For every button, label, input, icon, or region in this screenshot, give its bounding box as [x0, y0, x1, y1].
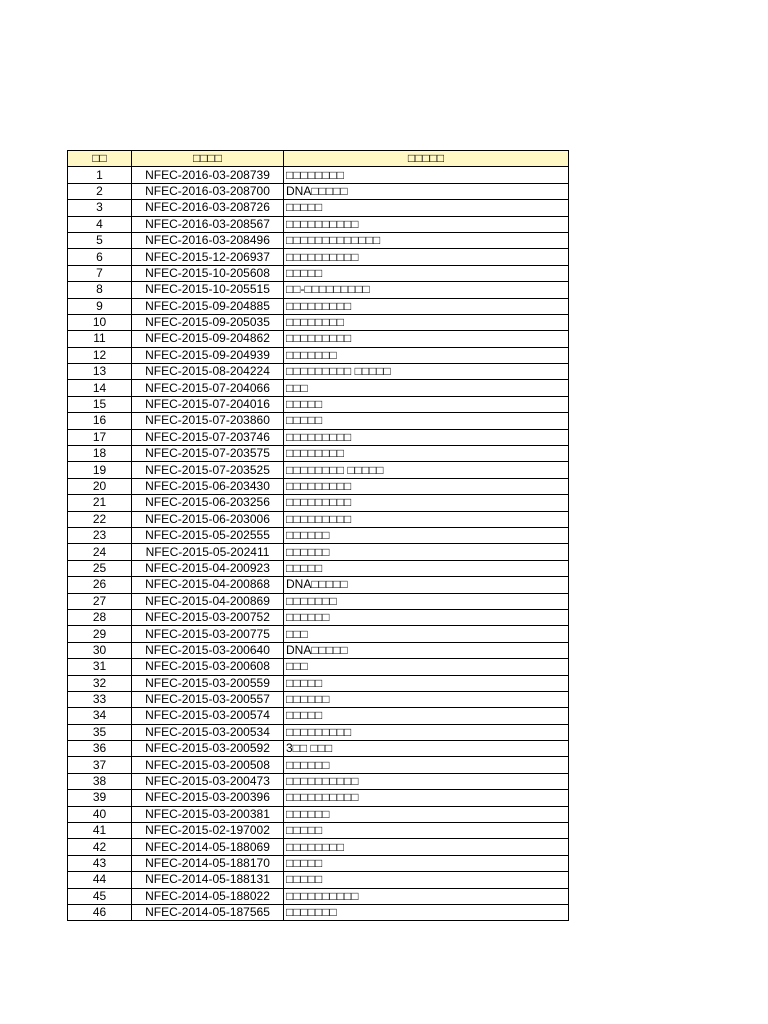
- table-row: [68, 380, 569, 396]
- row-number-cell[interactable]: 19: [68, 462, 132, 478]
- table-row: [68, 691, 569, 707]
- table-row: [68, 724, 569, 740]
- table-row: [68, 331, 569, 347]
- record-id-cell[interactable]: NFEC-2015-05-202411: [132, 544, 284, 560]
- record-id-cell[interactable]: NFEC-2015-03-200557: [132, 691, 284, 707]
- row-number-cell[interactable]: 41: [68, 823, 132, 839]
- table-row: [68, 757, 569, 773]
- row-number-cell[interactable]: 5: [68, 232, 132, 248]
- record-name-cell[interactable]: □□□: [284, 380, 569, 396]
- record-name-cell[interactable]: □□□□□□□: [284, 904, 569, 920]
- record-name-cell[interactable]: □□□: [284, 626, 569, 642]
- record-id-cell[interactable]: NFEC-2015-06-203430: [132, 478, 284, 494]
- table-row: [68, 560, 569, 576]
- record-id-cell[interactable]: NFEC-2015-12-206937: [132, 249, 284, 265]
- record-id-cell[interactable]: NFEC-2015-07-204066: [132, 380, 284, 396]
- record-id-cell[interactable]: NFEC-2015-02-197002: [132, 823, 284, 839]
- row-number-cell[interactable]: 27: [68, 593, 132, 609]
- record-name-cell[interactable]: 3□□ □□□: [284, 741, 569, 757]
- record-name-cell[interactable]: □□□□□□□□□: [284, 298, 569, 314]
- row-number-cell[interactable]: 2: [68, 183, 132, 199]
- row-number-cell[interactable]: 9: [68, 298, 132, 314]
- header-row: [68, 151, 569, 167]
- record-name-cell[interactable]: □□□□□: [284, 265, 569, 281]
- record-name-cell[interactable]: □□□□□□□: [284, 593, 569, 609]
- record-name-cell[interactable]: □□□□□□□: [284, 347, 569, 363]
- table-row: [68, 577, 569, 593]
- row-number-cell[interactable]: 1: [68, 167, 132, 183]
- row-number-cell[interactable]: 43: [68, 855, 132, 871]
- record-id-cell[interactable]: NFEC-2015-03-200752: [132, 609, 284, 625]
- record-name-cell[interactable]: □□□□□□□□□: [284, 495, 569, 511]
- table-row: [68, 741, 569, 757]
- record-id-cell[interactable]: NFEC-2015-03-200396: [132, 790, 284, 806]
- record-name-cell[interactable]: □□□□□: [284, 675, 569, 691]
- record-name-cell[interactable]: DNA□□□□□: [284, 183, 569, 199]
- row-number-cell[interactable]: 20: [68, 478, 132, 494]
- record-id-cell[interactable]: NFEC-2015-09-204885: [132, 298, 284, 314]
- row-number-cell[interactable]: 29: [68, 626, 132, 642]
- row-number-cell[interactable]: 28: [68, 609, 132, 625]
- row-number-cell[interactable]: 23: [68, 527, 132, 543]
- table-body: [68, 167, 569, 921]
- table-row: [68, 396, 569, 412]
- table-row: [68, 314, 569, 330]
- data-table: [67, 150, 569, 921]
- table-row: [68, 462, 569, 478]
- row-number-cell[interactable]: 6: [68, 249, 132, 265]
- record-id-cell[interactable]: NFEC-2015-03-200534: [132, 724, 284, 740]
- record-id-cell[interactable]: NFEC-2015-03-200559: [132, 675, 284, 691]
- record-id-cell[interactable]: NFEC-2016-03-208496: [132, 232, 284, 248]
- row-number-cell[interactable]: 16: [68, 413, 132, 429]
- record-id-cell[interactable]: NFEC-2015-05-202555: [132, 527, 284, 543]
- record-name-cell[interactable]: □□□□□□□□: [284, 314, 569, 330]
- row-number-cell[interactable]: 34: [68, 708, 132, 724]
- table-row: [68, 478, 569, 494]
- row-number-cell[interactable]: 10: [68, 314, 132, 330]
- row-number-cell[interactable]: 4: [68, 216, 132, 232]
- record-id-cell[interactable]: NFEC-2015-04-200923: [132, 560, 284, 576]
- record-name-cell[interactable]: □□□□□: [284, 855, 569, 871]
- record-id-cell[interactable]: NFEC-2015-10-205608: [132, 265, 284, 281]
- record-name-cell[interactable]: □□□□□□: [284, 609, 569, 625]
- record-id-cell[interactable]: NFEC-2015-07-203525: [132, 462, 284, 478]
- record-id-cell[interactable]: NFEC-2016-03-208567: [132, 216, 284, 232]
- row-number-cell[interactable]: 15: [68, 396, 132, 412]
- record-id-cell[interactable]: NFEC-2015-10-205515: [132, 282, 284, 298]
- table-row: [68, 659, 569, 675]
- row-number-cell[interactable]: 14: [68, 380, 132, 396]
- record-name-cell[interactable]: □□□□□□□□: [284, 167, 569, 183]
- record-id-cell[interactable]: NFEC-2015-04-200868: [132, 577, 284, 593]
- record-name-cell[interactable]: □□□□□□: [284, 544, 569, 560]
- row-number-cell[interactable]: 7: [68, 265, 132, 281]
- record-name-cell[interactable]: □□□□□□: [284, 806, 569, 822]
- record-name-cell[interactable]: □□□: [284, 659, 569, 675]
- record-id-cell[interactable]: NFEC-2015-09-205035: [132, 314, 284, 330]
- row-number-cell[interactable]: 12: [68, 347, 132, 363]
- record-id-cell[interactable]: NFEC-2014-05-188170: [132, 855, 284, 871]
- table-row: [68, 183, 569, 199]
- column-header-id[interactable]: □□□□: [132, 151, 284, 167]
- table-row: [68, 216, 569, 232]
- record-name-cell[interactable]: □□□□□□□□□□□□□: [284, 232, 569, 248]
- row-number-cell[interactable]: 18: [68, 446, 132, 462]
- table-row: [68, 527, 569, 543]
- record-name-cell[interactable]: □□□□□: [284, 560, 569, 576]
- record-id-cell[interactable]: NFEC-2015-07-203860: [132, 413, 284, 429]
- record-name-cell[interactable]: □□□□□□□□□□: [284, 216, 569, 232]
- row-number-cell[interactable]: 46: [68, 904, 132, 920]
- record-id-cell[interactable]: NFEC-2015-03-200574: [132, 708, 284, 724]
- record-name-cell[interactable]: □□□□□□□□□□: [284, 790, 569, 806]
- table-row: [68, 790, 569, 806]
- row-number-cell[interactable]: 33: [68, 691, 132, 707]
- row-number-cell[interactable]: 17: [68, 429, 132, 445]
- record-id-cell[interactable]: NFEC-2015-03-200473: [132, 773, 284, 789]
- record-name-cell[interactable]: □□□□□□□□□: [284, 478, 569, 494]
- record-name-cell[interactable]: □□□□□□□□□□: [284, 249, 569, 265]
- row-number-cell[interactable]: 44: [68, 872, 132, 888]
- record-name-cell[interactable]: □□□□□□□□□: [284, 331, 569, 347]
- record-id-cell[interactable]: NFEC-2015-03-200508: [132, 757, 284, 773]
- record-name-cell[interactable]: □□-□□□□□□□□□: [284, 282, 569, 298]
- record-id-cell[interactable]: NFEC-2015-07-203575: [132, 446, 284, 462]
- row-number-cell[interactable]: 42: [68, 839, 132, 855]
- record-id-cell[interactable]: NFEC-2015-03-200775: [132, 626, 284, 642]
- row-number-cell[interactable]: 24: [68, 544, 132, 560]
- record-name-cell[interactable]: □□□□□: [284, 200, 569, 216]
- record-name-cell[interactable]: □□□□□□□□: [284, 839, 569, 855]
- table-row: [68, 200, 569, 216]
- record-id-cell[interactable]: NFEC-2015-03-200592: [132, 741, 284, 757]
- record-id-cell[interactable]: NFEC-2014-05-187565: [132, 904, 284, 920]
- table-row: [68, 839, 569, 855]
- table-row: [68, 265, 569, 281]
- row-number-cell[interactable]: 32: [68, 675, 132, 691]
- table-row: [68, 708, 569, 724]
- table-row: [68, 298, 569, 314]
- record-name-cell[interactable]: □□□□□□□□: [284, 446, 569, 462]
- record-id-cell[interactable]: NFEC-2016-03-208739: [132, 167, 284, 183]
- table-row: [68, 642, 569, 658]
- column-header-name[interactable]: □□□□□: [284, 151, 569, 167]
- record-id-cell[interactable]: NFEC-2015-07-203746: [132, 429, 284, 445]
- table-row: [68, 544, 569, 560]
- record-id-cell[interactable]: NFEC-2015-04-200869: [132, 593, 284, 609]
- table-row: [68, 429, 569, 445]
- record-name-cell[interactable]: □□□□□□□□□: [284, 511, 569, 527]
- record-id-cell[interactable]: NFEC-2015-07-204016: [132, 396, 284, 412]
- row-number-cell[interactable]: 22: [68, 511, 132, 527]
- table-row: [68, 675, 569, 691]
- record-name-cell[interactable]: □□□□□□□□□: [284, 429, 569, 445]
- table-row: [68, 282, 569, 298]
- row-number-cell[interactable]: 35: [68, 724, 132, 740]
- row-number-cell[interactable]: 31: [68, 659, 132, 675]
- table-row: [68, 593, 569, 609]
- record-name-cell[interactable]: □□□□□□□□□□: [284, 773, 569, 789]
- table-row: [68, 232, 569, 248]
- row-number-cell[interactable]: 37: [68, 757, 132, 773]
- record-id-cell[interactable]: NFEC-2015-09-204862: [132, 331, 284, 347]
- table-row: [68, 347, 569, 363]
- record-id-cell[interactable]: NFEC-2015-08-204224: [132, 364, 284, 380]
- record-name-cell[interactable]: □□□□□□: [284, 757, 569, 773]
- record-name-cell[interactable]: □□□□□: [284, 823, 569, 839]
- record-id-cell[interactable]: NFEC-2015-03-200381: [132, 806, 284, 822]
- row-number-cell[interactable]: 25: [68, 560, 132, 576]
- row-number-cell[interactable]: 21: [68, 495, 132, 511]
- record-name-cell[interactable]: □□□□□□□□□□: [284, 888, 569, 904]
- table-row: [68, 364, 569, 380]
- record-id-cell[interactable]: NFEC-2014-05-188131: [132, 872, 284, 888]
- record-name-cell[interactable]: □□□□□□□□□: [284, 724, 569, 740]
- record-id-cell[interactable]: NFEC-2016-03-208726: [132, 200, 284, 216]
- row-number-cell[interactable]: 39: [68, 790, 132, 806]
- record-name-cell[interactable]: □□□□□: [284, 872, 569, 888]
- row-number-cell[interactable]: 26: [68, 577, 132, 593]
- table-row: [68, 773, 569, 789]
- row-number-cell[interactable]: 36: [68, 741, 132, 757]
- record-id-cell[interactable]: NFEC-2016-03-208700: [132, 183, 284, 199]
- record-id-cell[interactable]: NFEC-2015-06-203006: [132, 511, 284, 527]
- table-row: [68, 511, 569, 527]
- row-number-cell[interactable]: 3: [68, 200, 132, 216]
- table-row: [68, 806, 569, 822]
- record-name-cell[interactable]: □□□□□□□□ □□□□□: [284, 462, 569, 478]
- record-name-cell[interactable]: □□□□□□: [284, 527, 569, 543]
- row-number-cell[interactable]: 40: [68, 806, 132, 822]
- record-id-cell[interactable]: NFEC-2014-05-188022: [132, 888, 284, 904]
- table-row: [68, 413, 569, 429]
- record-name-cell[interactable]: □□□□□: [284, 396, 569, 412]
- table-row: [68, 446, 569, 462]
- column-header-number[interactable]: □□: [68, 151, 132, 167]
- table-row: [68, 888, 569, 904]
- table-row: [68, 609, 569, 625]
- row-number-cell[interactable]: 13: [68, 364, 132, 380]
- table-row: [68, 904, 569, 920]
- row-number-cell[interactable]: 8: [68, 282, 132, 298]
- row-number-cell[interactable]: 38: [68, 773, 132, 789]
- record-name-cell[interactable]: □□□□□: [284, 413, 569, 429]
- record-name-cell[interactable]: DNA□□□□□: [284, 642, 569, 658]
- row-number-cell[interactable]: 11: [68, 331, 132, 347]
- table-row: [68, 872, 569, 888]
- table-row: [68, 495, 569, 511]
- record-id-cell[interactable]: NFEC-2015-03-200608: [132, 659, 284, 675]
- table-row: [68, 855, 569, 871]
- record-name-cell[interactable]: □□□□□: [284, 708, 569, 724]
- record-name-cell[interactable]: □□□□□□: [284, 691, 569, 707]
- row-number-cell[interactable]: 30: [68, 642, 132, 658]
- record-id-cell[interactable]: NFEC-2015-06-203256: [132, 495, 284, 511]
- row-number-cell[interactable]: 45: [68, 888, 132, 904]
- record-name-cell[interactable]: DNA□□□□□: [284, 577, 569, 593]
- record-id-cell[interactable]: NFEC-2015-09-204939: [132, 347, 284, 363]
- table-row: [68, 823, 569, 839]
- spreadsheet-sheet: [67, 150, 569, 921]
- record-name-cell[interactable]: □□□□□□□□□ □□□□□: [284, 364, 569, 380]
- record-id-cell[interactable]: NFEC-2014-05-188069: [132, 839, 284, 855]
- record-id-cell[interactable]: NFEC-2015-03-200640: [132, 642, 284, 658]
- table-row: [68, 167, 569, 183]
- table-row: [68, 626, 569, 642]
- table-row: [68, 249, 569, 265]
